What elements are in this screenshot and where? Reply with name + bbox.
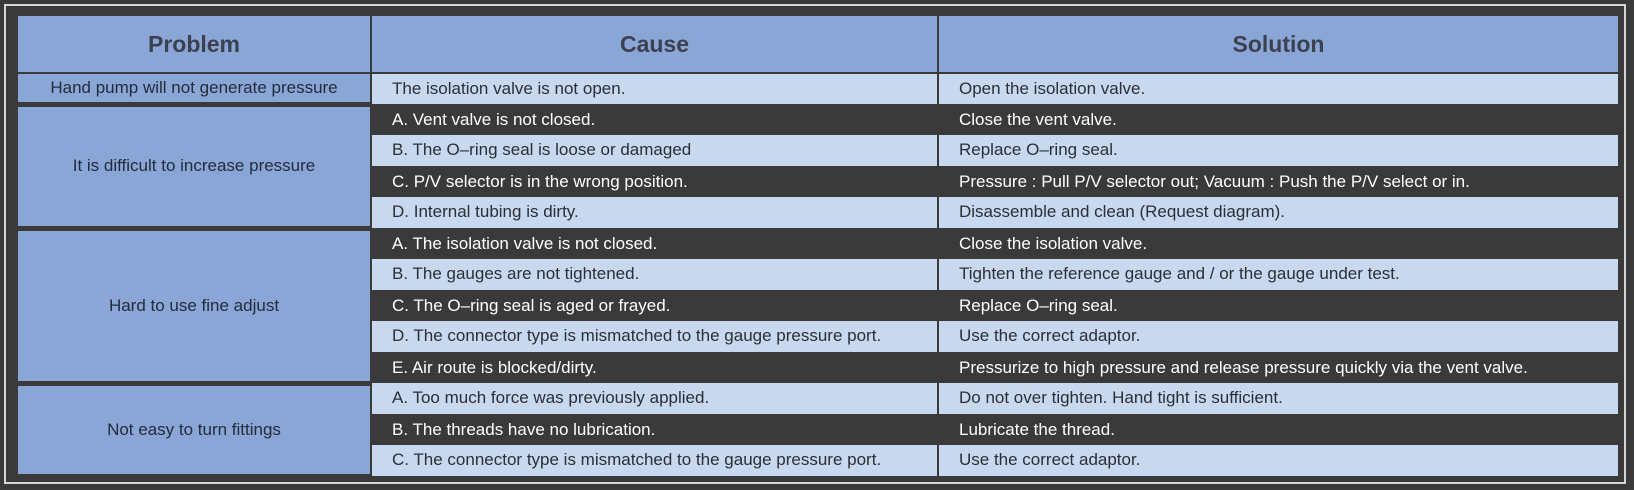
solution-cell: Use the correct adaptor. bbox=[938, 445, 1618, 476]
cause-cell: A. The isolation valve is not closed. bbox=[371, 228, 938, 259]
cause-cell: B. The O–ring seal is loose or damaged bbox=[371, 135, 938, 166]
solution-cell: Tighten the reference gauge and / or the gauge under test. bbox=[938, 259, 1618, 290]
cause-cell: The isolation valve is not open. bbox=[371, 73, 938, 104]
problem-cell: It is difficult to increase pressure bbox=[18, 104, 371, 228]
solution-cell: Close the vent valve. bbox=[938, 104, 1618, 135]
table-body bbox=[18, 73, 1618, 476]
table-row bbox=[18, 228, 1618, 259]
table-row bbox=[18, 104, 1618, 135]
solution-cell: Disassemble and clean (Request diagram). bbox=[938, 197, 1618, 228]
cause-cell: C. The O–ring seal is aged or frayed. bbox=[371, 290, 938, 321]
cause-cell: B. The threads have no lubrication. bbox=[371, 414, 938, 445]
cause-cell: E. Air route is blocked/dirty. bbox=[371, 352, 938, 383]
solution-cell: Pressure : Pull P/V selector out; Vacuum : Push the P/V select or in. bbox=[938, 166, 1618, 197]
solution-cell: Pressurize to high pressure and release pressure quickly via the vent valve. bbox=[938, 352, 1618, 383]
solution-cell: Replace O–ring seal. bbox=[938, 135, 1618, 166]
header-problem: Problem bbox=[18, 16, 371, 73]
header-cause: Cause bbox=[371, 16, 938, 73]
cause-cell: C. The connector type is mismatched to the gauge pressure port. bbox=[371, 445, 938, 476]
cause-cell: C. P/V selector is in the wrong position. bbox=[371, 166, 938, 197]
cause-cell: D. The connector type is mismatched to the gauge pressure port. bbox=[371, 321, 938, 352]
troubleshooting-table bbox=[18, 16, 1618, 479]
solution-cell: Lubricate the thread. bbox=[938, 414, 1618, 445]
header-solution: Solution bbox=[938, 16, 1618, 73]
problem-cell: Not easy to turn fittings bbox=[18, 383, 371, 476]
solution-cell: Use the correct adaptor. bbox=[938, 321, 1618, 352]
solution-cell: Close the isolation valve. bbox=[938, 228, 1618, 259]
problem-cell: Hand pump will not generate pressure bbox=[18, 73, 371, 104]
table-row bbox=[18, 383, 1618, 414]
cause-cell: B. The gauges are not tightened. bbox=[371, 259, 938, 290]
troubleshooting-panel bbox=[4, 4, 1626, 484]
problem-cell: Hard to use fine adjust bbox=[18, 228, 371, 383]
solution-cell: Open the isolation valve. bbox=[938, 73, 1618, 104]
header-row bbox=[18, 16, 1618, 73]
cause-cell: D. Internal tubing is dirty. bbox=[371, 197, 938, 228]
solution-cell: Do not over tighten. Hand tight is sufficient. bbox=[938, 383, 1618, 414]
table-row bbox=[18, 73, 1618, 104]
cause-cell: A. Too much force was previously applied. bbox=[371, 383, 938, 414]
solution-cell: Replace O–ring seal. bbox=[938, 290, 1618, 321]
cause-cell: A. Vent valve is not closed. bbox=[371, 104, 938, 135]
